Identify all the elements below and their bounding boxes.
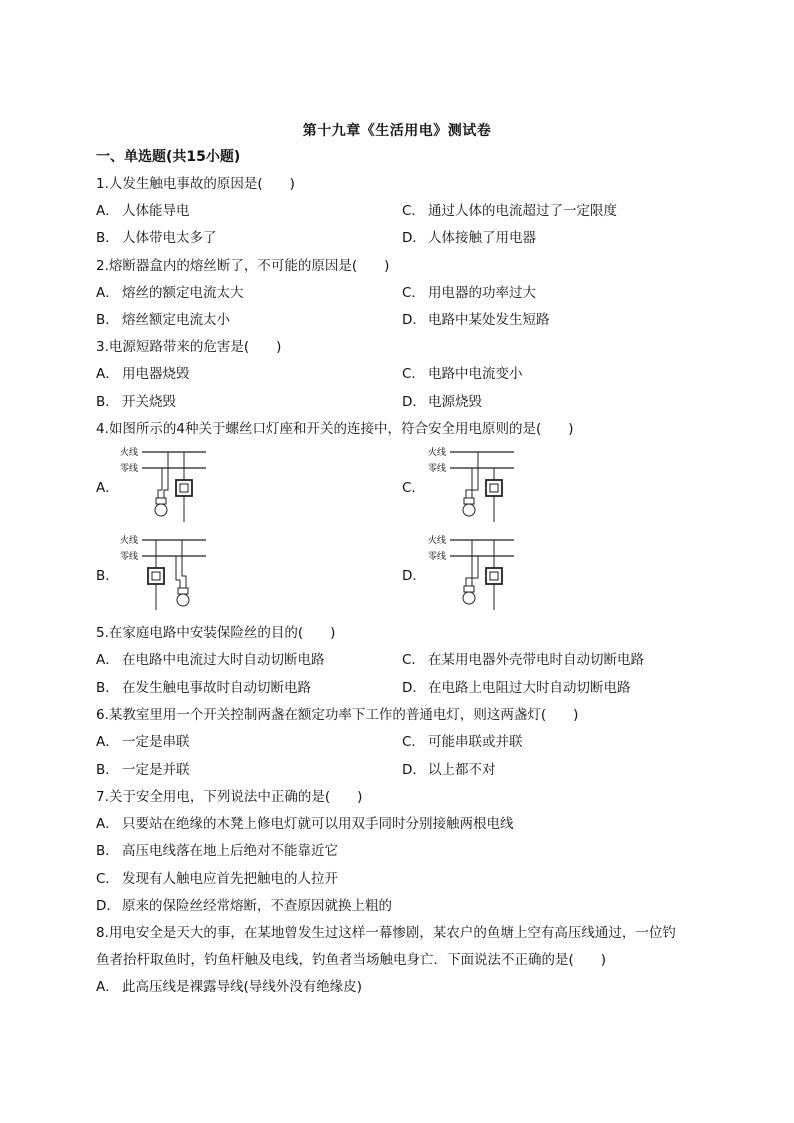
q7-option-d[interactable] xyxy=(96,897,392,915)
q6-option-b[interactable] xyxy=(96,761,190,779)
option-letter: B． xyxy=(96,394,119,410)
option-text: 发现有人触电应首先把触电的人拉开 xyxy=(122,871,338,887)
question-3-stem: 3.电源短路带来的危害是( ) xyxy=(96,339,282,355)
option-letter: D． xyxy=(96,898,120,914)
option-letter: C． xyxy=(402,366,425,382)
question-6-stem: 6.某教室里用一个开关控制两盏在额定功率下工作的普通电灯，则这两盏灯( ) xyxy=(96,707,579,723)
question-5-stem: 5.在家庭电路中安装保险丝的目的( ) xyxy=(96,625,336,641)
option-text: 熔丝的额定电流太大 xyxy=(122,285,244,301)
q5-option-c[interactable] xyxy=(402,651,644,669)
option-letter: D． xyxy=(402,568,426,584)
option-letter: A． xyxy=(96,480,119,496)
option-text: 可能串联或并联 xyxy=(428,734,523,750)
option-text: 原来的保险丝经常熔断，不查原因就换上粗的 xyxy=(122,898,392,914)
option-text: 一定是并联 xyxy=(122,762,190,778)
option-text: 开关烧毁 xyxy=(122,394,176,410)
option-text: 人体接触了用电器 xyxy=(428,230,536,246)
option-text: 电路中某处发生短路 xyxy=(428,312,550,328)
option-text: 人体能导电 xyxy=(122,203,190,219)
q3-option-b[interactable] xyxy=(96,393,176,411)
q6-option-a[interactable] xyxy=(96,733,190,751)
q1-option-d[interactable] xyxy=(402,229,536,247)
q2-option-c[interactable] xyxy=(402,284,536,302)
circuit-diagram-a xyxy=(118,444,210,526)
option-text: 电路中电流变小 xyxy=(428,366,523,382)
q7-option-a[interactable] xyxy=(96,815,514,833)
question-2-stem: 2.熔断器盒内的熔丝断了，不可能的原因是( ) xyxy=(96,258,390,274)
neutral-wire-label: 零线 xyxy=(120,464,139,474)
q2-option-a[interactable] xyxy=(96,284,244,302)
option-letter: D． xyxy=(402,394,426,410)
q3-option-d[interactable] xyxy=(402,393,482,411)
q3-option-a[interactable] xyxy=(96,365,190,383)
q1-option-a[interactable] xyxy=(96,202,190,220)
circuit-diagram-d xyxy=(426,532,518,614)
neutral-wire-label: 零线 xyxy=(120,552,139,562)
option-text: 熔丝额定电流太小 xyxy=(122,312,230,328)
option-letter: B． xyxy=(96,568,119,584)
option-letter: A． xyxy=(96,979,119,995)
section-heading: 一、单选题(共15小题) xyxy=(96,149,241,165)
option-letter: A． xyxy=(96,285,119,301)
question-8-stem-line-2: 鱼者抬杆取鱼时，钓鱼杆触及电线，钓鱼者当场触电身亡．下面说法不正确的是( ) xyxy=(96,952,607,968)
option-letter: C． xyxy=(402,480,425,496)
question-4-stem: 4.如图所示的4种关于螺丝口灯座和开关的连接中，符合安全用电原则的是( ) xyxy=(96,421,574,437)
option-letter: C． xyxy=(402,203,425,219)
question-1-stem: 1.人发生触电事故的原因是( ) xyxy=(96,176,295,192)
option-text: 只要站在绝缘的木凳上修电灯就可以用双手同时分别接触两根电线 xyxy=(122,816,514,832)
live-wire-label: 火线 xyxy=(120,448,139,458)
option-text: 人体带电太多了 xyxy=(122,230,217,246)
option-letter: B． xyxy=(96,312,119,328)
option-letter: C． xyxy=(402,652,425,668)
option-letter: B． xyxy=(96,680,119,696)
option-text: 此高压线是裸露导线(导线外没有绝缘皮) xyxy=(122,979,363,995)
option-text: 在电路中电流过大时自动切断电路 xyxy=(122,652,325,668)
option-letter: C． xyxy=(402,285,425,301)
option-text: 用电器的功率过大 xyxy=(428,285,536,301)
neutral-wire-label: 零线 xyxy=(428,464,447,474)
live-wire-label: 火线 xyxy=(120,536,139,546)
option-letter: C． xyxy=(402,734,425,750)
q2-option-b[interactable] xyxy=(96,311,230,329)
q4-option-d[interactable] xyxy=(402,567,428,585)
q7-option-c[interactable] xyxy=(96,870,338,888)
q5-option-b[interactable] xyxy=(96,679,311,697)
live-wire-label: 火线 xyxy=(428,536,447,546)
q3-option-c[interactable] xyxy=(402,365,523,383)
q5-option-d[interactable] xyxy=(402,679,631,697)
option-letter: A． xyxy=(96,652,119,668)
q4-option-c[interactable] xyxy=(402,479,428,497)
option-letter: D． xyxy=(402,312,426,328)
option-letter: D． xyxy=(402,230,426,246)
option-letter: A． xyxy=(96,203,119,219)
neutral-wire-label: 零线 xyxy=(428,552,447,562)
q1-option-b[interactable] xyxy=(96,229,217,247)
q1-option-c[interactable] xyxy=(402,202,617,220)
option-letter: B． xyxy=(96,230,119,246)
q6-option-d[interactable] xyxy=(402,761,496,779)
option-text: 电源烧毁 xyxy=(428,394,482,410)
option-letter: B． xyxy=(96,843,119,859)
q2-option-d[interactable] xyxy=(402,311,550,329)
option-text: 在发生触电事故时自动切断电路 xyxy=(122,680,311,696)
option-letter: C． xyxy=(96,871,119,887)
q6-option-c[interactable] xyxy=(402,733,523,751)
q7-option-b[interactable] xyxy=(96,842,338,860)
option-letter: D． xyxy=(402,680,426,696)
option-text: 在某用电器外壳带电时自动切断电路 xyxy=(428,652,644,668)
option-letter: A． xyxy=(96,734,119,750)
question-7-stem: 7.关于安全用电，下列说法中正确的是( ) xyxy=(96,789,363,805)
option-text: 高压电线落在地上后绝对不能靠近它 xyxy=(122,843,338,859)
circuit-diagram-b xyxy=(118,532,210,614)
circuit-diagram-c xyxy=(426,444,518,526)
live-wire-label: 火线 xyxy=(428,448,447,458)
option-text: 一定是串联 xyxy=(122,734,190,750)
option-letter: B． xyxy=(96,762,119,778)
option-text: 以上都不对 xyxy=(428,762,496,778)
option-text: 用电器烧毁 xyxy=(122,366,190,382)
option-letter: D． xyxy=(402,762,426,778)
option-text: 通过人体的电流超过了一定限度 xyxy=(428,203,617,219)
page-title: 第十九章《生活用电》测试卷 xyxy=(302,123,492,139)
q5-option-a[interactable] xyxy=(96,651,325,669)
question-8-stem-line-1: 8.用电安全是天大的事，在某地曾发生过这样一幕惨剧，某农户的鱼塘上空有高压线通过，一位钓 xyxy=(96,925,676,941)
option-letter: A． xyxy=(96,816,119,832)
option-letter: A． xyxy=(96,366,119,382)
q8-option-a[interactable] xyxy=(96,978,362,996)
option-text: 在电路上电阻过大时自动切断电路 xyxy=(428,680,631,696)
